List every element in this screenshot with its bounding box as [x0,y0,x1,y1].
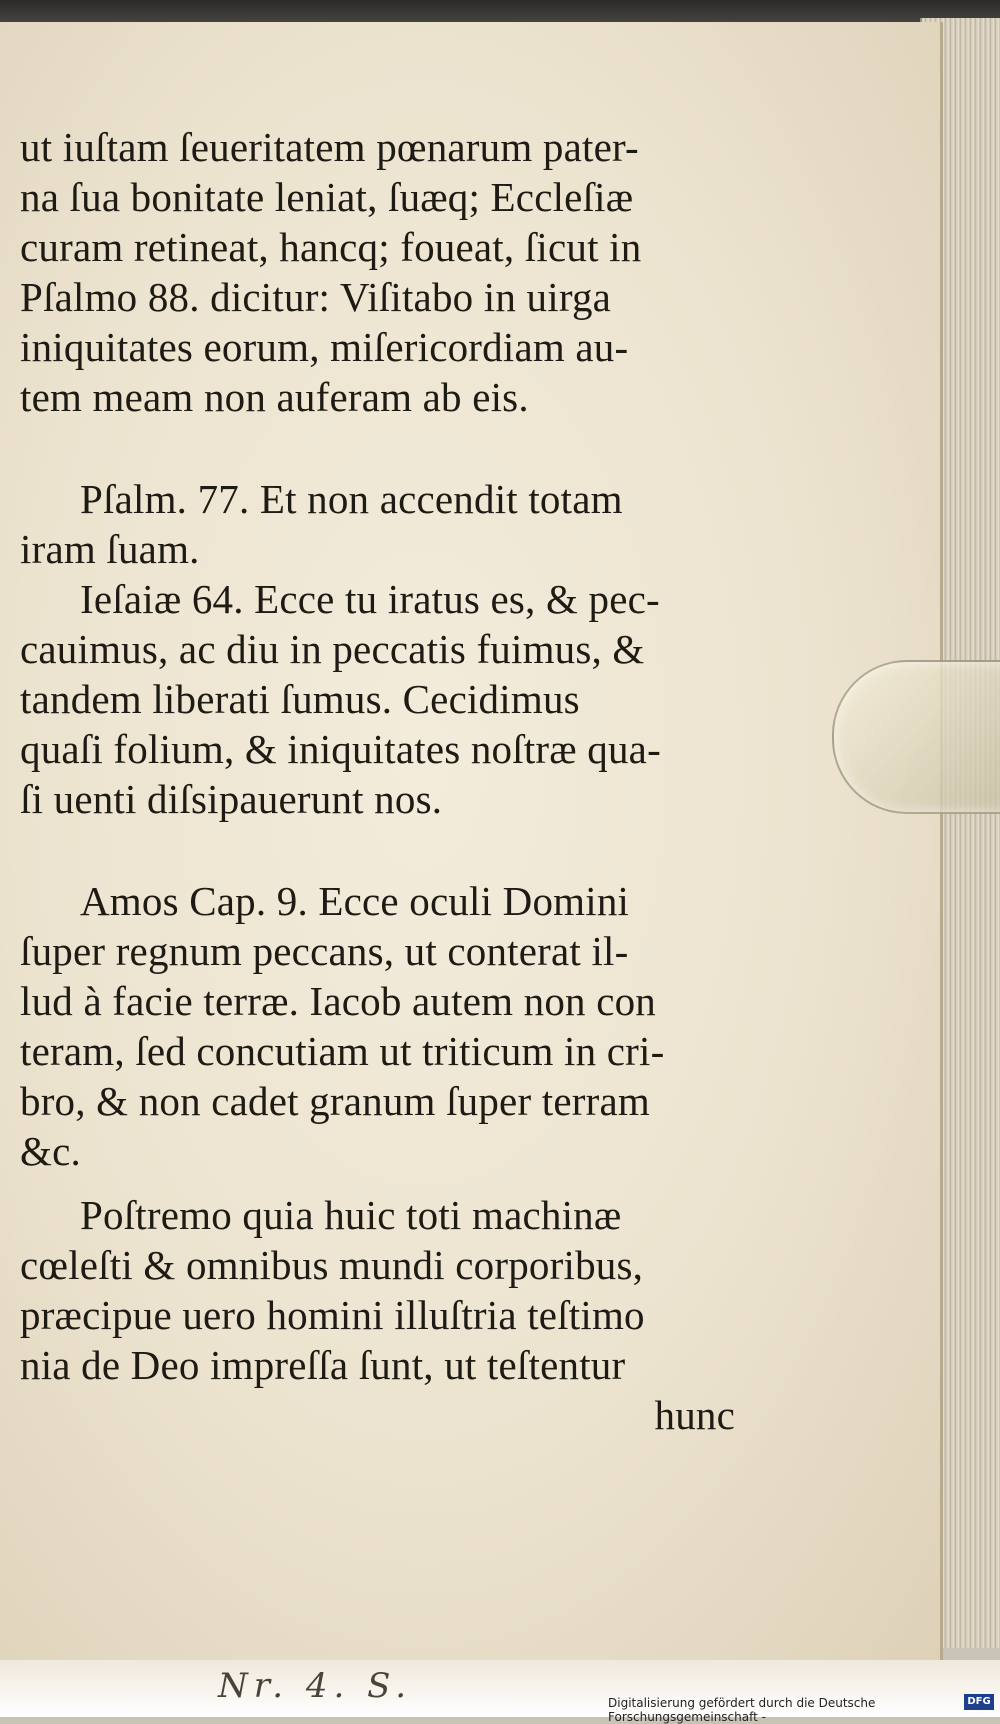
text-line: na ſua bonitate leniat, ſuæq; Eccleſiæ [20,174,634,220]
text-line: iram ſuam. [20,526,200,572]
text-line: ut iuſtam ſeueritatem pœnarum pater- [20,124,639,170]
handwritten-shelfmark: Nr. 4. S. [218,1666,413,1706]
text-line: cœleſti & omnibus mundi corporibus, [20,1242,644,1288]
text-line: Pſalm. 77. Et non accendit totam [80,476,623,522]
bookmark-clip [832,660,1000,814]
dfg-logo-icon: DFG [964,1694,994,1710]
paragraph-gap [20,1176,740,1190]
text-line: quaſi folium, & iniquitates noſtræ qua- [20,726,661,772]
text-line: iniquitates eorum, miſericordiam au- [20,324,629,370]
text-line: teram, ſed concutiam ut triticum in cri- [20,1028,665,1074]
text-line: præcipue uero homini illuſtria teſtimo [20,1292,645,1338]
text-line: Ieſaiæ 64. Ecce tu iratus es, & pec- [80,576,660,622]
text-line: nia de Deo impreſſa ſunt, ut teſtentur [20,1342,626,1388]
text-line: bro, & non cadet granum ſuper terram [20,1078,650,1124]
text-line: tandem liberati ſumus. Cecidimus [20,676,580,722]
text-line: lud à facie terræ. Iacob autem non con [20,978,656,1024]
body-text [20,122,740,1440]
digitization-credit: Digitalisierung gefördert durch die Deutsche Forschungsgemeinschaft - [608,1696,876,1724]
paragraph-gap [20,422,740,474]
text-line: Poſtremo quia huic toti machinæ [80,1192,622,1238]
book-page [0,22,943,1662]
paragraph-gap [20,824,740,876]
text-line: ſi uenti diſsipauerunt nos. [20,776,443,822]
text-line: curam retineat, hancq; foueat, ſicut in [20,224,642,270]
text-line: &c. [20,1128,81,1174]
text-line: tem meam non auferam ab eis. [20,374,529,420]
catchword: hunc [654,1392,735,1438]
text-line: Amos Cap. 9. Ecce oculi Domini [80,878,630,924]
text-line: cauimus, ac diu in peccatis fuimus, & [20,626,645,672]
text-line: ſuper regnum peccans, ut conterat il- [20,928,629,974]
text-line: Pſalmo 88. dicitur: Viſitabo in uirga [20,274,612,320]
